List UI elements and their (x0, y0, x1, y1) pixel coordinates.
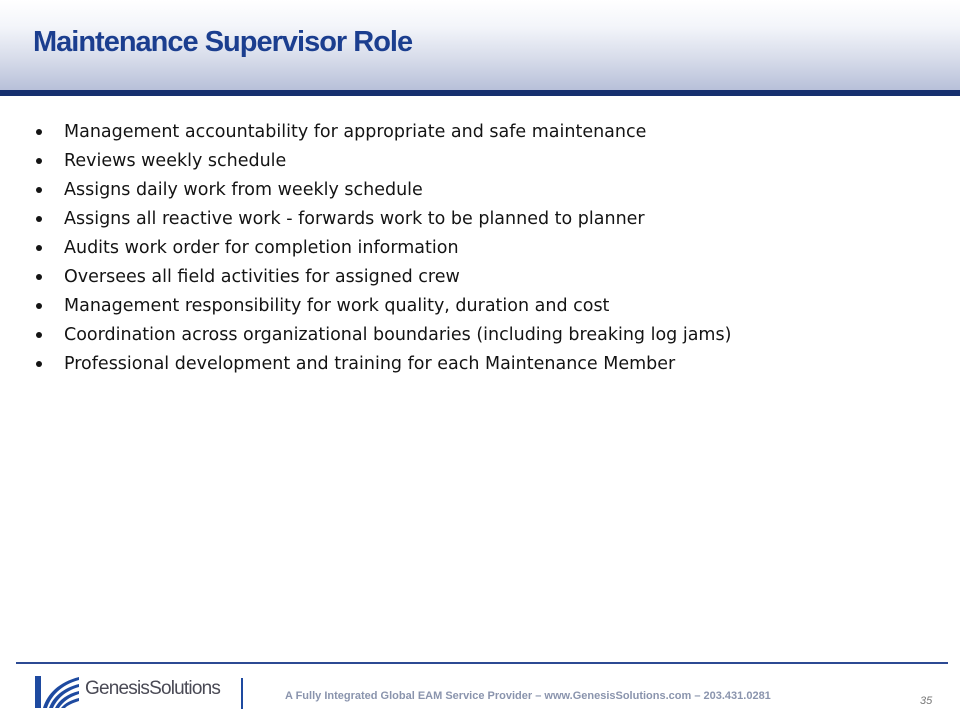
bullet-icon (36, 361, 42, 367)
logo-text: GenesisSolutions (85, 678, 221, 699)
list-item (36, 118, 731, 147)
bullet-text: Professional development and training for each Maintenance Member (64, 354, 676, 374)
list-item (36, 350, 731, 379)
bullet-icon (36, 303, 42, 309)
bullet-text: Oversees all field activities for assigned crew (64, 267, 460, 287)
bullet-icon (36, 187, 42, 193)
bullet-text: Assigns all reactive work - forwards work to be planned to planner (64, 209, 645, 229)
bullet-icon (36, 216, 42, 222)
bullet-icon (36, 129, 42, 135)
bullet-text: Coordination across organizational boundaries (including breaking log jams) (64, 325, 732, 345)
list-item (36, 205, 731, 234)
list-item (36, 176, 731, 205)
bullet-text: Audits work order for completion information (64, 238, 459, 258)
bullet-icon (36, 158, 42, 164)
footer-tagline: A Fully Integrated Global EAM Service Provider – www.GenesisSolutions.com – 203.431.0281 (285, 690, 771, 702)
bullet-icon (36, 332, 42, 338)
bullet-text: Assigns daily work from weekly schedule (64, 180, 423, 200)
company-logo (33, 672, 233, 712)
list-item (36, 321, 731, 350)
list-item (36, 147, 731, 176)
logo-separator (241, 678, 243, 709)
logo-wave-icon (33, 672, 81, 712)
list-item (36, 234, 731, 263)
bullet-text: Management responsibility for work quality, duration and cost (64, 296, 610, 316)
header-divider (0, 90, 960, 96)
list-item (36, 263, 731, 292)
bullet-icon (36, 245, 42, 251)
bullet-list (36, 118, 731, 379)
page-number: 35 (920, 695, 933, 707)
slide-title: Maintenance Supervisor Role (33, 26, 413, 58)
footer-divider (16, 662, 948, 664)
bullet-icon (36, 274, 42, 280)
list-item (36, 292, 731, 321)
bullet-text: Reviews weekly schedule (64, 151, 287, 171)
bullet-text: Management accountability for appropriate and safe maintenance (64, 122, 647, 142)
